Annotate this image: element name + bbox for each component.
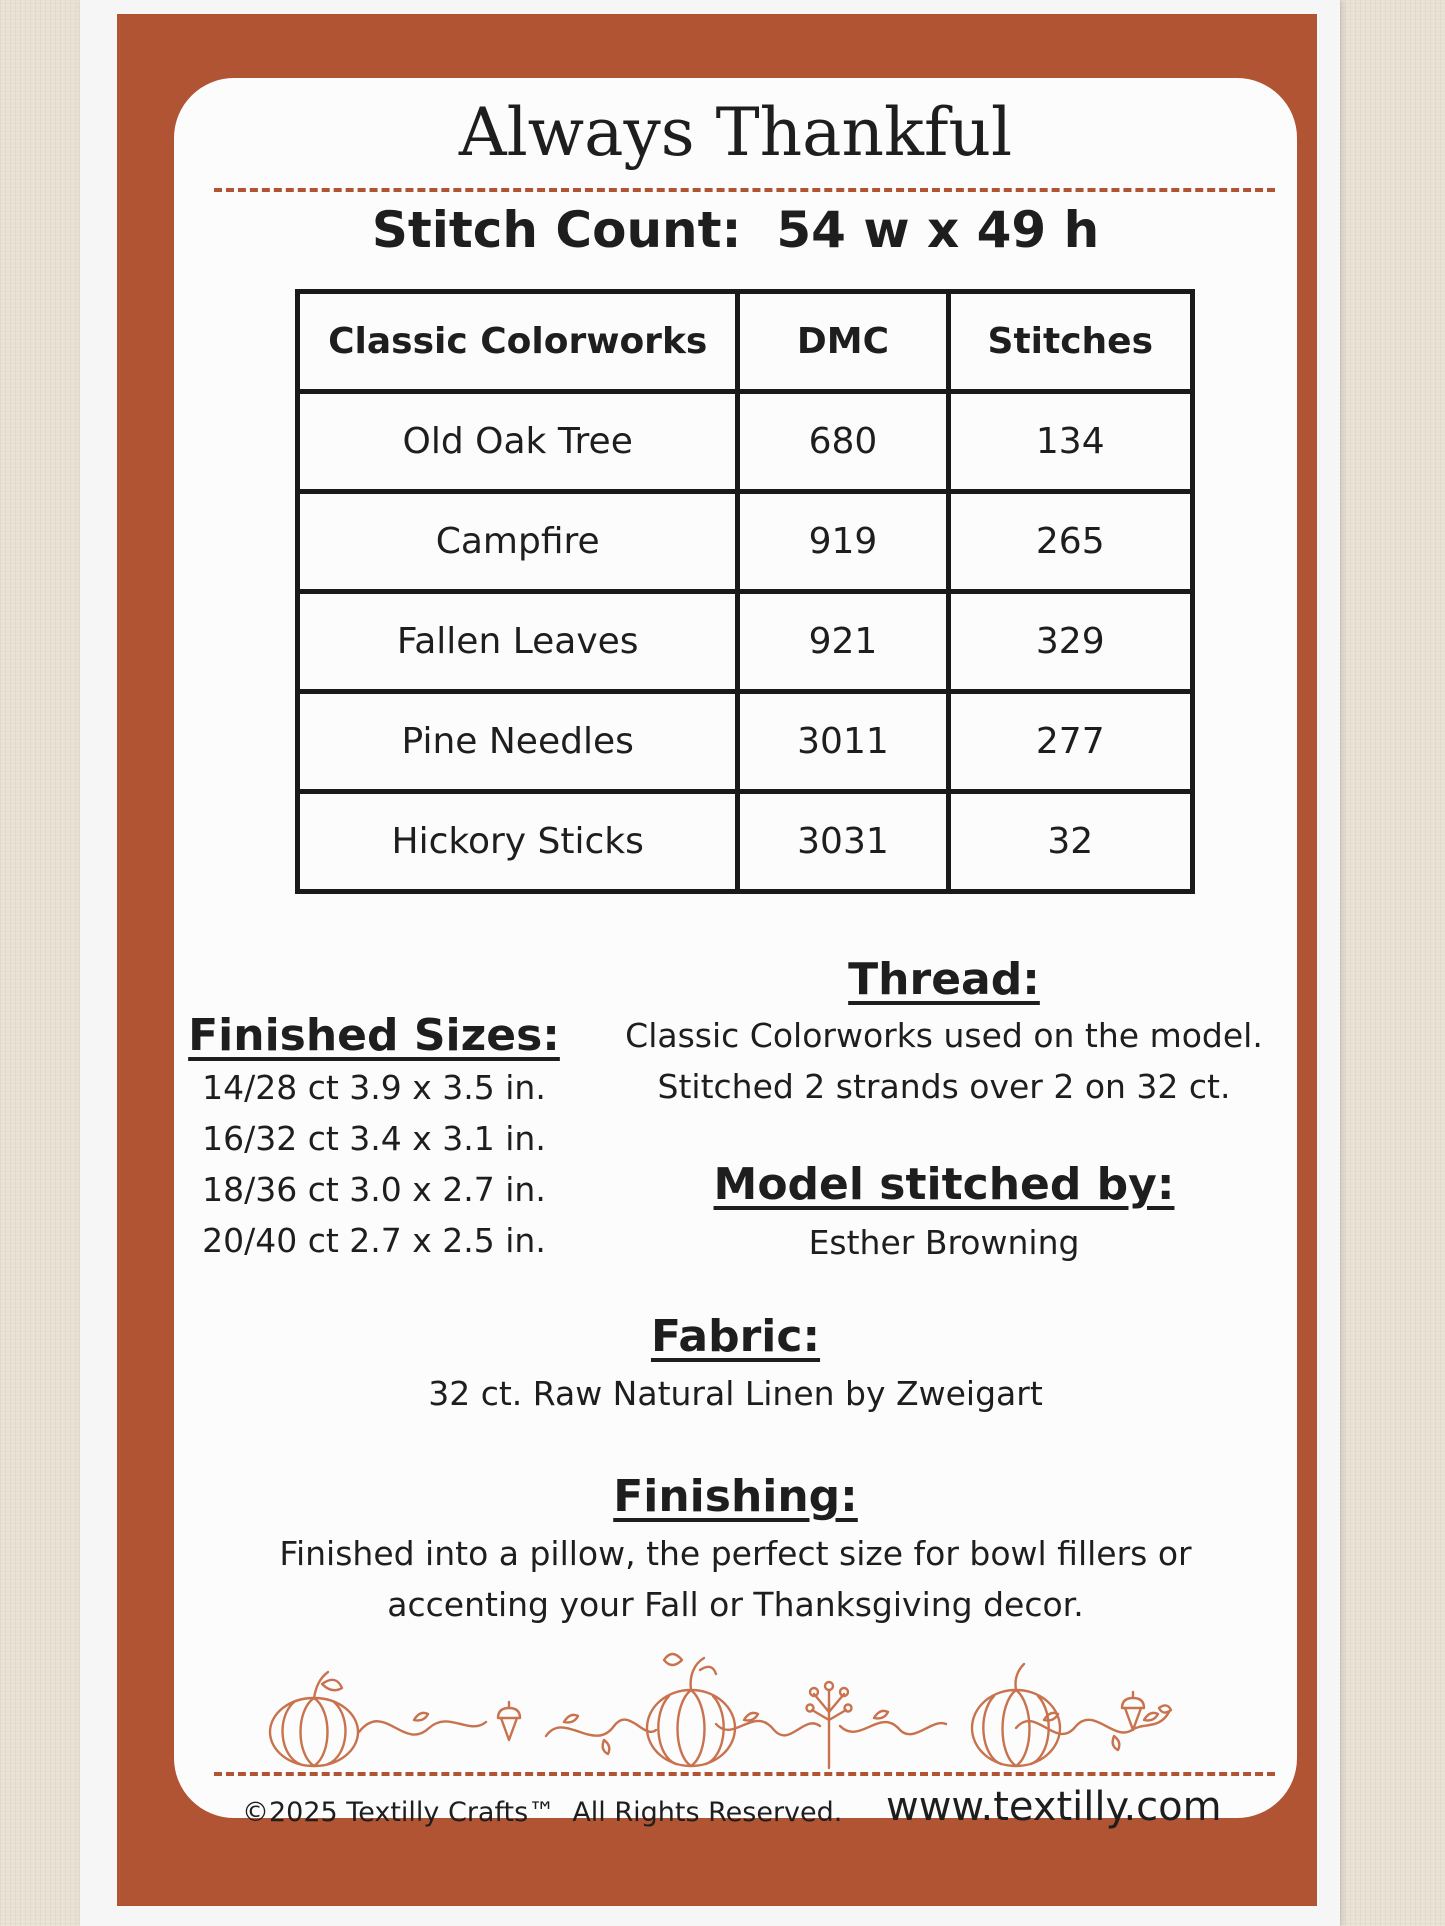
pumpkin-icon <box>270 1672 358 1766</box>
thread-line: Stitched 2 strands over 2 on 32 ct. <box>657 1067 1231 1106</box>
header-dmc: DMC <box>738 292 948 392</box>
top-dashed-divider <box>214 188 1275 192</box>
finished-sizes-list <box>174 1062 574 1266</box>
color-name-cell: Hickory Sticks <box>298 792 738 892</box>
header-classic-colorworks: Classic Colorworks <box>298 292 738 392</box>
model-stitched-by-heading: Model stitched by: <box>713 1159 1175 1210</box>
color-name-cell: Fallen Leaves <box>298 592 738 692</box>
model-stitcher-name: Esther Browning <box>808 1223 1080 1262</box>
dmc-cell: 919 <box>738 492 948 592</box>
color-table <box>295 289 1195 894</box>
stitches-cell: 32 <box>948 792 1192 892</box>
fabric-text: 32 ct. Raw Natural Linen by Zweigart <box>428 1374 1043 1413</box>
list-item: 20/40 ct 2.7 x 2.5 in. <box>202 1221 546 1260</box>
stitches-cell: 277 <box>948 692 1192 792</box>
color-name-cell: Campfire <box>298 492 738 592</box>
table-row <box>298 592 1193 692</box>
list-item: 14/28 ct 3.9 x 3.5 in. <box>202 1068 546 1107</box>
dmc-cell: 3011 <box>738 692 948 792</box>
stitches-cell: 134 <box>948 392 1192 492</box>
table-row <box>298 692 1193 792</box>
thread-text <box>594 1010 1294 1112</box>
finished-sizes-heading: Finished Sizes: <box>188 1010 560 1061</box>
table-row <box>298 392 1193 492</box>
thread-heading: Thread: <box>848 954 1040 1005</box>
list-item: 16/32 ct 3.4 x 3.1 in. <box>202 1119 546 1158</box>
color-name-cell: Pine Needles <box>298 692 738 792</box>
website-url: www.textilly.com <box>886 1784 1222 1830</box>
list-item: 18/36 ct 3.0 x 2.7 in. <box>202 1170 546 1209</box>
copyright-text: ©2025 Textilly Crafts™ All Rights Reserved. <box>242 1797 843 1828</box>
acorn-icon <box>498 1702 520 1740</box>
seed-head-icon <box>807 1682 852 1768</box>
header-stitches: Stitches <box>948 292 1192 392</box>
stitch-count: Stitch Count: 54 w x 49 h <box>371 201 1100 259</box>
stitches-cell: 329 <box>948 592 1192 692</box>
pumpkin-vine-decoration <box>264 1640 1254 1770</box>
table-row <box>298 492 1193 592</box>
pumpkin-icon <box>647 1654 735 1766</box>
thread-line: Classic Colorworks used on the model. <box>625 1016 1263 1055</box>
dmc-cell: 680 <box>738 392 948 492</box>
pattern-card <box>174 78 1297 1830</box>
finishing-text <box>214 1528 1257 1630</box>
pumpkin-icon <box>972 1664 1060 1766</box>
color-name-cell: Old Oak Tree <box>298 392 738 492</box>
stitches-cell: 265 <box>948 492 1192 592</box>
dmc-cell: 921 <box>738 592 948 692</box>
finishing-heading: Finishing: <box>613 1471 858 1522</box>
table-row <box>298 792 1193 892</box>
pattern-title: Always Thankful <box>458 94 1013 171</box>
acorn-icon <box>1122 1692 1144 1730</box>
dmc-cell: 3031 <box>738 792 948 892</box>
fabric-heading: Fabric: <box>650 1311 821 1362</box>
table-header-row <box>298 292 1193 392</box>
bottom-dashed-divider <box>214 1772 1275 1776</box>
finishing-line: Finished into a pillow, the perfect size for bowl fillers or <box>279 1534 1192 1573</box>
finishing-line: accenting your Fall or Thanksgiving decor. <box>387 1585 1084 1624</box>
